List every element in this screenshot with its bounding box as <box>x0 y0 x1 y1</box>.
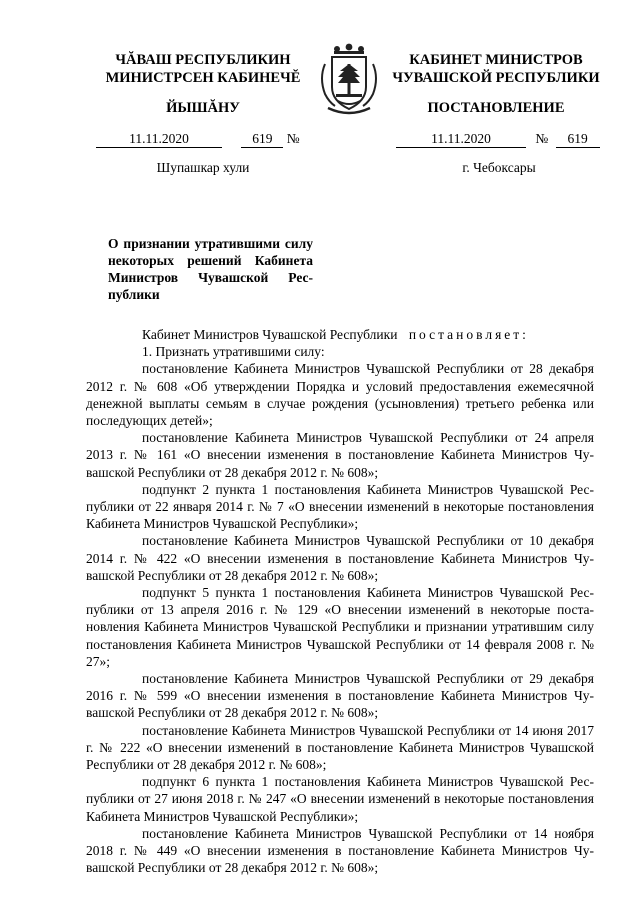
right-date: 11.11.2020 <box>396 131 526 148</box>
intro-verb: постановляет: <box>408 327 529 342</box>
body-paragraph: постановление Кабинета Министров Чувашской Республики от 10 декабря 2014 г. № 422 «О внесении изменения в постановление Кабинета Министров Чувашской Республики от 28 декабря 2012 г. № 608»; <box>86 533 594 583</box>
body-paragraph: подпункт 2 пункта 1 постановления Кабинета Министров Чувашской Республики от 22 января 2014 г. № 7 «О внесении изменений в некоторые постановления Кабинета Министров Чувашской Республики»; <box>86 481 594 532</box>
right-number-sign: № <box>535 131 549 146</box>
body-paragraph: постановление Кабинета Министров Чувашской Республики от 24 апреля 2013 г. № 161 «О внесении изменения в постановление Кабинета Министров Чувашской Республики от 28 декабря 2012 г. № 608»; <box>86 430 594 480</box>
left-city: Шупашкар хули <box>156 160 250 175</box>
right-city: г. Чебоксары <box>462 160 536 175</box>
intro-paragraph <box>86 326 594 343</box>
body-paragraph: подпункт 6 пункта 1 постановления Кабинета Министров Чувашской Республики от 27 июня 2018 г. № 247 «О внесении изменений в некоторые постановления Кабинета Министров Чувашской Республики»; <box>86 774 594 824</box>
body-paragraph: постановление Кабинета Министров Чувашской Республики от 14 июня 2017 г. № 222 «О внесении изменений в постановление Кабинета Министров Чувашской Республики от 28 декабря 2012 г. № 608»; <box>86 722 594 773</box>
intro-text: Кабинет Министров Чувашской Республики <box>142 327 398 342</box>
body-paragraph: подпункт 5 пункта 1 постановления Кабинета Министров Чувашской Республики от 13 апреля 2016 г. № 129 «О внесении изменений в некоторые постановления Кабинета Министров Чувашской Республики и признании утратившим силу постановления Кабинета Министров Чувашской Республики от 14 февраля 2008 г. № 27»; <box>86 585 594 669</box>
left-number-sign: № <box>286 131 300 146</box>
header-right <box>390 51 602 87</box>
document-title: О признании утратившими силу некоторых решений Кабинета Министров Чувашской Республики <box>108 236 313 302</box>
body-paragraph: постановление Кабинета Министров Чувашской Республики от 29 декабря 2016 г. № 599 «О внесении изменения в постановление Кабинета Министров Чувашской Республики от 28 декабря 2012 г. № 608»; <box>86 671 594 721</box>
body-paragraph: постановление Кабинета Министров Чувашской Республики от 14 ноября 2018 г. № 449 «О внесении изменения в постановление Кабинета Министров Чувашской Республики от 28 декабря 2012 г. № 608»; <box>86 825 594 876</box>
document-body <box>86 326 594 877</box>
body-paragraph: 1. Признать утратившими силу: <box>142 344 325 360</box>
left-date: 11.11.2020 <box>96 131 222 148</box>
header-left-doctype: ЙЫШĂНУ <box>166 100 240 116</box>
left-number-line <box>96 131 300 148</box>
header-right-doctype: ПОСТАНОВЛЕНИЕ <box>427 100 565 116</box>
header-left <box>96 51 310 87</box>
header-right-line-2: ЧУВАШСКОЙ РЕСПУБЛИКИ <box>392 70 600 86</box>
right-doc-number: 619 <box>556 131 600 148</box>
header-right-line-1: КАБИНЕТ МИНИСТРОВ <box>409 52 583 68</box>
left-doc-number: 619 <box>241 131 283 148</box>
right-number-line <box>396 131 600 148</box>
chuvash-emblem-icon <box>316 42 382 116</box>
header-left-line-1: ЧĂВАШ РЕСПУБЛИКИН <box>115 52 291 68</box>
body-paragraph: постановление Кабинета Министров Чувашской Республики от 28 декабря 2012 г. № 608 «Об утверждении Порядка и условий предоставления ежемесячной денежной выплаты семьям в случае рождения (усыновления) третьего ребенка или последующих детей»; <box>86 361 594 429</box>
header-left-line-2: МИНИСТРСЕН КАБИНЕЧĔ <box>105 70 301 86</box>
